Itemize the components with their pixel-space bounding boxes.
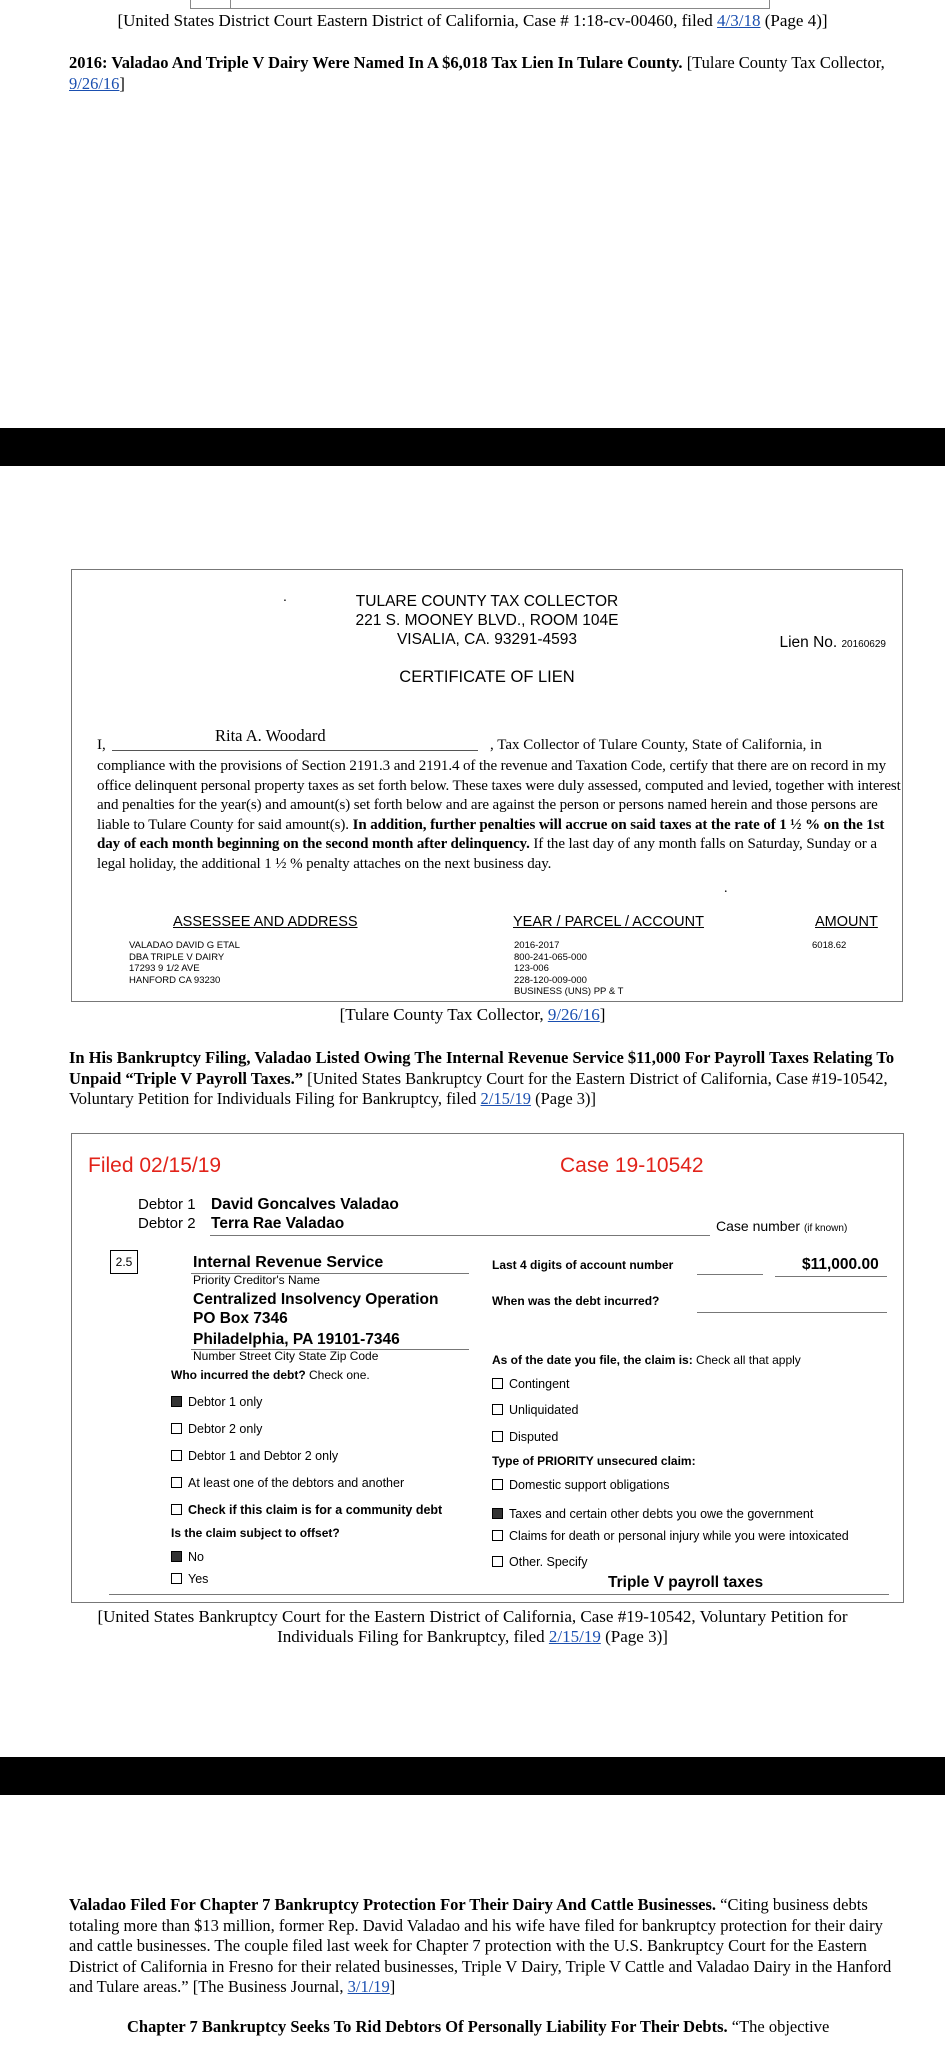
checkbox-icon <box>492 1404 503 1415</box>
status-contingent: Contingent <box>492 1377 569 1391</box>
lien-certificate <box>71 569 903 1002</box>
item-ch7b-paragraph: Chapter 7 Bankruptcy Seeks To Rid Debtors Of Personally Liability For Their Debts. “The objective <box>127 2017 830 2036</box>
claim-number-box: 2.5 <box>110 1250 138 1274</box>
stray-dot: . <box>283 588 287 604</box>
item-2016-paragraph: 2016: Valadao And Triple V Dairy Were Named In A $6,018 Tax Lien In Tulare County. [Tulare County Tax Collector, 9/26/16] <box>69 53 885 93</box>
creditor-label: Priority Creditor's Name <box>193 1273 320 1287</box>
checkbox-icon <box>492 1431 503 1442</box>
when-underline <box>697 1312 887 1313</box>
who-option-4: At least one of the debtors and another <box>171 1476 404 1490</box>
who-label: Who incurred the debt? Check one. <box>171 1368 370 1382</box>
debtor1-name: David Goncalves Valadao <box>211 1196 399 1213</box>
checkbox-icon <box>171 1450 182 1461</box>
type-taxes: Taxes and certain other debts you owe the government <box>492 1507 813 1521</box>
last4-label: Last 4 digits of account number <box>492 1258 674 1272</box>
item-ch7-paragraph: Valadao Filed For Chapter 7 Bankruptcy Protection For Their Dairy And Cattle Businesses. “Citing business debts totaling more than $13 million, former Rep. David Valadao and his wife have filed for bankruptcy protection for their dairy and cattle businesses. The couple filed last week for Chapter 7 protection with the U.S. Bankruptcy Court for the Eastern District of California in Fresno for their related businesses, Triple V Dairy, Triple V Cattle and Valadao Dairy in the Hanford and Tulare areas.” [The Business Journal, 3/1/19] <box>69 1895 892 1996</box>
lien-body: compliance with the provisions of Section 2191.3 and 2191.4 of the revenue and Taxation Code, certify that there are on record in my office delinquent personal property taxes as set forth below. These taxes were duly assessed, computed and levied, together with interest and penalties for the year(s) and amount(s) set forth below and are against the person or persons named herein and those persons are liable to Tulare County for said amount(s). In addition, further penalties will accrue on said taxes at the rate of 1 ½ % on the 1st day of each month beginning on the second month after delinquency. If the last day of any month falls on Saturday, Sunday or a legal holiday, the additional 1 ½ % penalty attaches on the next business day. <box>97 758 901 872</box>
type-other: Other. Specify <box>492 1555 588 1569</box>
case-number-label: Case number (if known) <box>716 1218 848 1234</box>
lien-number: Lien No. 20160629 <box>779 634 886 651</box>
type-death: Claims for death or personal injury while you were intoxicated <box>492 1529 849 1543</box>
lien-caption-link[interactable]: 9/26/16 <box>547 1005 600 1024</box>
item-bk-paragraph: In His Bankruptcy Filing, Valadao Listed Owing The Internal Revenue Service $11,000 For Payroll Taxes Relating To Unpaid “Triple V Payroll Taxes.” [United States Bankruptcy Court for the Eastern District of California, Case #19-10542, Voluntary Petition for Individuals Filing for Bankruptcy, filed 2/15/19 (Page 3)] <box>69 1048 895 1108</box>
status-disputed: Disputed <box>492 1430 558 1444</box>
lien-amount: 6018.62 <box>812 940 847 951</box>
lien-title: CERTIFICATE OF LIEN <box>399 668 575 686</box>
top-caption-link[interactable]: 4/3/18 <box>717 11 761 30</box>
debtor2-name: Terra Rae Valadao <box>211 1215 345 1232</box>
claim-amount: $11,000.00 <box>802 1256 879 1273</box>
black-separator-2 <box>0 1757 945 1795</box>
checkbox-icon <box>492 1479 503 1490</box>
col-assessee: ASSESSEE AND ADDRESS <box>173 914 358 930</box>
year-parcel-block: 2016-2017 800-241-065-000 123-006 228-120-009-000 BUSINESS (UNS) PP & T <box>514 940 624 997</box>
last4-underline <box>697 1274 763 1275</box>
type-label: Type of PRIORITY unsecured claim: <box>492 1454 696 1468</box>
lien-signer: Rita A. Woodard <box>215 726 326 745</box>
bk-caption: [United States Bankruptcy Court for the Eastern District of California, Case #19-10542, Voluntary Petition for Individuals Filing for Bankruptcy, filed 2/15/19 (Page 3)] <box>97 1607 848 1646</box>
other-specify-value: Triple V payroll taxes <box>608 1574 764 1591</box>
lien-line-1: , Tax Collector of Tulare County, State of California, in <box>490 737 822 753</box>
amount-underline <box>775 1276 887 1277</box>
lien-i: I, <box>97 737 106 753</box>
who-option-1: Debtor 1 only <box>171 1395 262 1409</box>
checkbox-icon <box>171 1423 182 1434</box>
item-bk-link[interactable]: 2/15/19 <box>480 1089 531 1108</box>
checkbox-checked-icon <box>171 1396 182 1407</box>
debtor-underline <box>210 1235 710 1236</box>
addr-label: Number Street City State Zip Code <box>193 1349 379 1363</box>
checkbox-icon <box>492 1556 503 1567</box>
item-ch7-link[interactable]: 3/1/19 <box>347 1977 390 1996</box>
signer-underline <box>112 750 478 751</box>
offset-yes: Yes <box>171 1572 208 1586</box>
case-number-stamp: Case 19-10542 <box>560 1154 704 1177</box>
type-domestic: Domestic support obligations <box>492 1478 670 1492</box>
stray-dot-2: . <box>724 881 728 896</box>
creditor-addr-1: Centralized Insolvency Operation <box>193 1291 439 1308</box>
item-2016-link[interactable]: 9/26/16 <box>69 73 120 93</box>
who-option-2: Debtor 2 only <box>171 1422 262 1436</box>
cropped-form-divider <box>230 0 231 8</box>
creditor-name: Internal Revenue Service <box>193 1254 384 1271</box>
specify-underline <box>109 1594 889 1595</box>
offset-label: Is the claim subject to offset? <box>171 1526 340 1540</box>
lien-address-1: 221 S. MOONEY BLVD., ROOM 104E <box>355 612 619 629</box>
creditor-addr-3: Philadelphia, PA 19101-7346 <box>193 1331 400 1348</box>
lien-caption: [Tulare County Tax Collector, 9/26/16] <box>339 1005 606 1024</box>
who-option-3: Debtor 1 and Debtor 2 only <box>171 1449 338 1463</box>
col-amount: AMOUNT <box>815 914 878 930</box>
checkbox-icon <box>492 1530 503 1541</box>
community-debt: Check if this claim is for a community debt <box>171 1503 442 1517</box>
col-year: YEAR / PARCEL / ACCOUNT <box>513 914 704 930</box>
checkbox-icon <box>492 1378 503 1389</box>
checkbox-checked-icon <box>171 1551 182 1562</box>
bk-caption-link[interactable]: 2/15/19 <box>548 1627 601 1646</box>
when-label: When was the debt incurred? <box>492 1294 660 1308</box>
checkbox-icon <box>171 1573 182 1584</box>
creditor-addr-2: PO Box 7346 <box>193 1310 288 1327</box>
bankruptcy-form <box>71 1133 904 1603</box>
offset-no: No <box>171 1550 204 1564</box>
checkbox-icon <box>171 1504 182 1515</box>
lien-address-2: VISALIA, CA. 93291-4593 <box>396 631 578 648</box>
filed-date: Filed 02/15/19 <box>88 1154 222 1177</box>
cropped-form-top <box>190 0 770 9</box>
debtor2-label: Debtor 2 <box>138 1215 196 1232</box>
status-unliquidated: Unliquidated <box>492 1403 579 1417</box>
debtor1-label: Debtor 1 <box>138 1196 196 1213</box>
black-separator-1 <box>0 428 945 466</box>
assessee-block: VALADAO DAVID G ETAL DBA TRIPLE V DAIRY 17293 9 1/2 AVE HANFORD CA 93230 <box>129 940 240 986</box>
top-caption: [United States District Court Eastern District of California, Case # 1:18-cv-00460, filed 4/3/18 (Page 4)] <box>117 11 828 30</box>
lien-office: TULARE COUNTY TAX COLLECTOR <box>355 593 619 610</box>
checkbox-icon <box>171 1477 182 1488</box>
checkbox-checked-icon <box>492 1508 503 1519</box>
as-of-label: As of the date you file, the claim is: Check all that apply <box>492 1353 801 1367</box>
